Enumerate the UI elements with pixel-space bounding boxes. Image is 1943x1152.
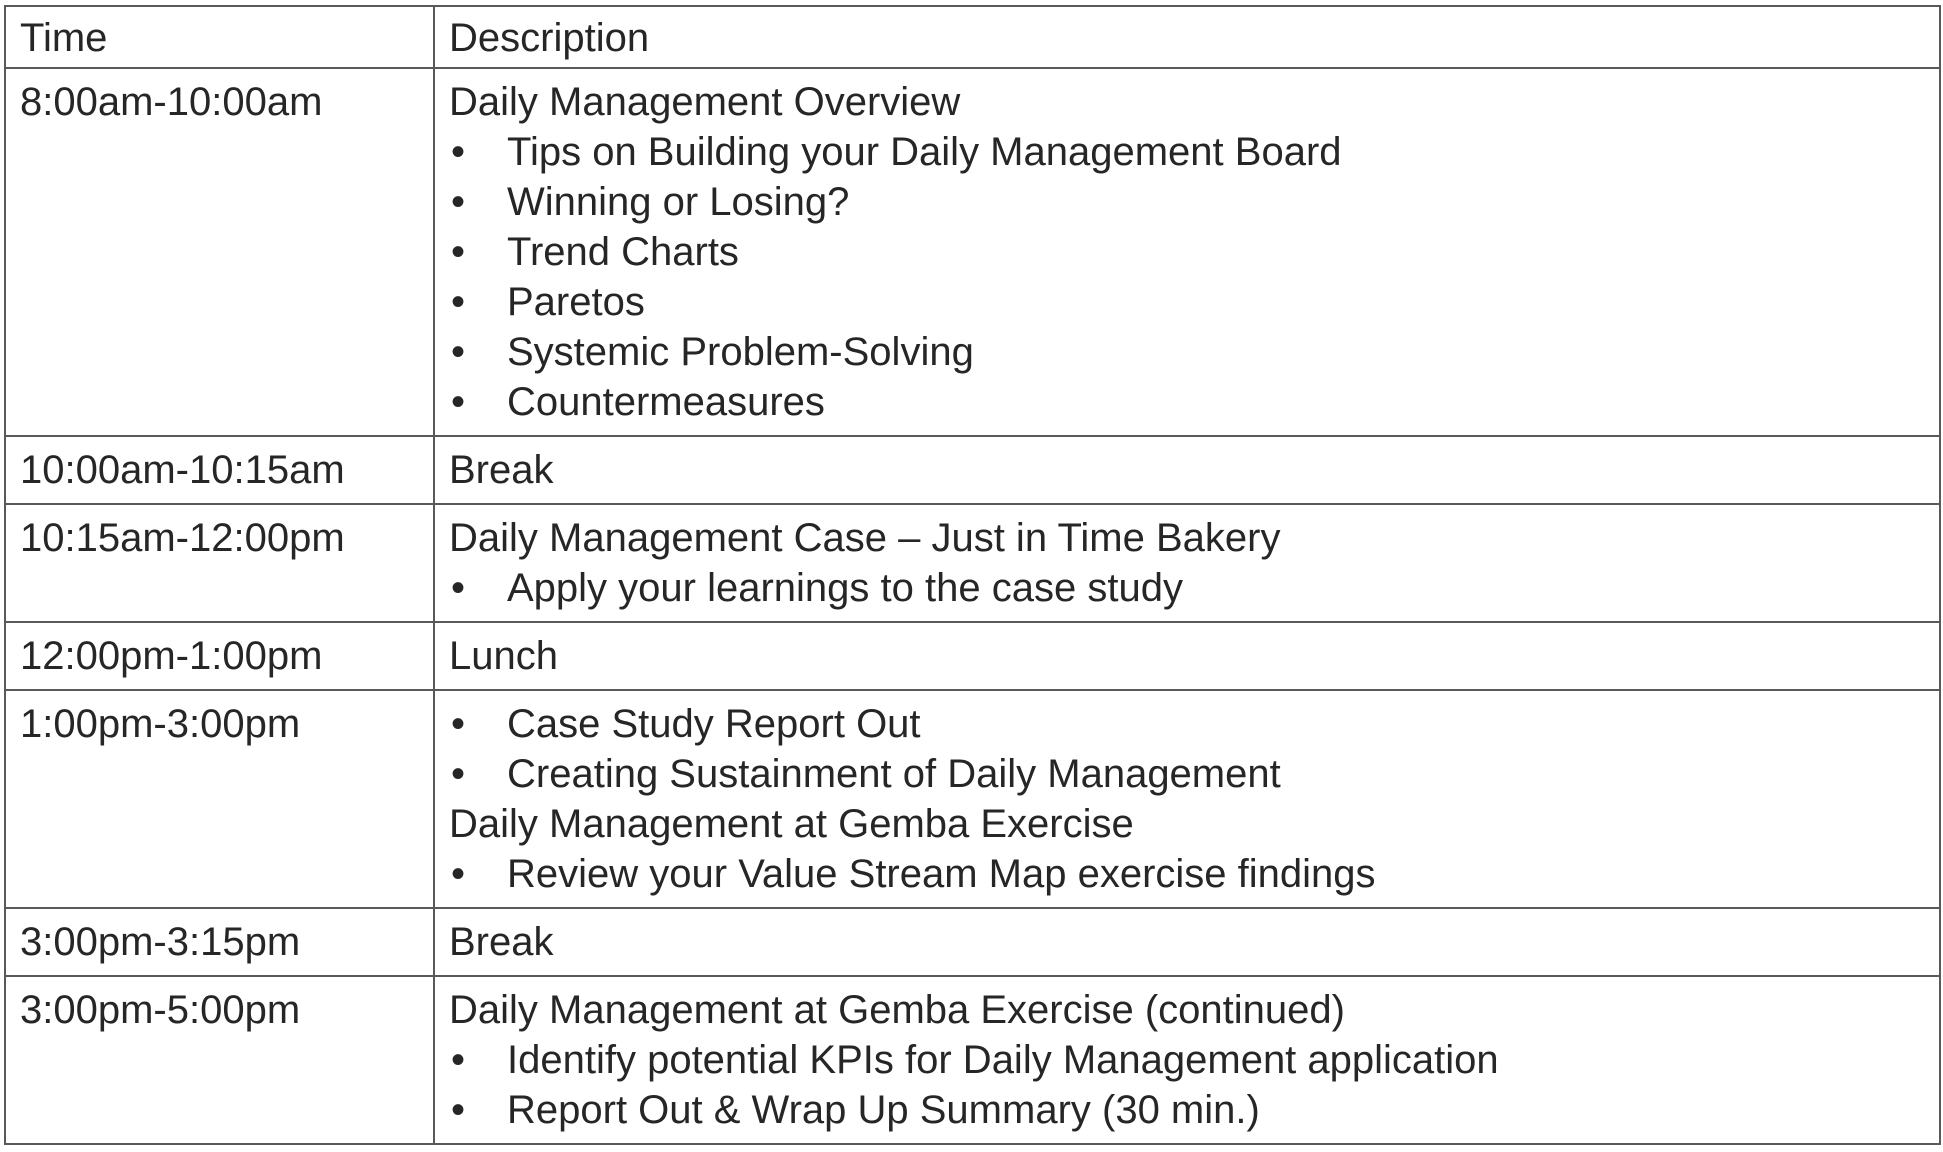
table-row — [5, 976, 1940, 1144]
session-title: Break — [449, 448, 554, 492]
bullet-item-text: Systemic Problem-Solving — [507, 330, 974, 374]
bullet-item-text: Tips on Building your Daily Management Board — [507, 130, 1342, 174]
bullet-item — [449, 177, 1939, 227]
session-title: Daily Management Overview — [449, 80, 961, 124]
description-cell — [434, 504, 1940, 622]
bullet-icon: • — [451, 566, 466, 610]
session-title: Daily Management at Gemba Exercise (continued) — [449, 988, 1345, 1032]
table-header-row — [5, 6, 1940, 68]
bullet-item-text: Trend Charts — [507, 230, 739, 274]
bullet-item — [449, 127, 1939, 177]
time-cell — [5, 976, 434, 1144]
bullet-icon: • — [451, 1038, 466, 1082]
session-title: Break — [449, 920, 554, 964]
time-slot: 8:00am-10:00am — [20, 80, 323, 124]
time-cell — [5, 436, 434, 504]
time-slot: 10:15am-12:00pm — [20, 516, 345, 560]
time-slot: 3:00pm-5:00pm — [20, 988, 301, 1032]
table-row — [5, 622, 1940, 690]
bullet-icon: • — [451, 230, 466, 274]
time-cell — [5, 504, 434, 622]
table-row — [5, 908, 1940, 976]
description-cell — [434, 976, 1940, 1144]
time-slot: 1:00pm-3:00pm — [20, 702, 301, 746]
table-row — [5, 690, 1940, 908]
bullet-item — [449, 563, 1939, 613]
description-cell — [434, 436, 1940, 504]
bullet-item — [449, 327, 1939, 377]
bullet-icon: • — [451, 280, 466, 324]
bullet-icon: • — [451, 1088, 466, 1132]
time-cell — [5, 68, 434, 436]
time-slot: 3:00pm-3:15pm — [20, 920, 301, 964]
bullet-icon: • — [451, 130, 466, 174]
session-title: Lunch — [449, 634, 558, 678]
bullet-item — [449, 699, 1939, 749]
header-description-label: Description — [449, 16, 650, 60]
bullet-item-text: Creating Sustainment of Daily Management — [507, 752, 1281, 796]
bullet-icon: • — [451, 380, 466, 424]
time-cell — [5, 908, 434, 976]
agenda-table-body — [5, 6, 1940, 1144]
session-title: Daily Management at Gemba Exercise — [449, 802, 1134, 846]
header-description-cell — [434, 6, 1940, 68]
bullet-item-text: Countermeasures — [507, 380, 825, 424]
description-cell — [434, 690, 1940, 908]
description-cell — [434, 68, 1940, 436]
table-row — [5, 504, 1940, 622]
bullet-item — [449, 849, 1939, 899]
session-title: Daily Management Case – Just in Time Bakery — [449, 516, 1281, 560]
bullet-item — [449, 277, 1939, 327]
bullet-item — [449, 1085, 1939, 1135]
time-cell — [5, 690, 434, 908]
bullet-item-text: Apply your learnings to the case study — [507, 566, 1183, 610]
agenda-table — [4, 5, 1941, 1145]
time-slot: 10:00am-10:15am — [20, 448, 345, 492]
header-time-label: Time — [20, 16, 108, 60]
bullet-icon: • — [451, 702, 466, 746]
bullet-icon: • — [451, 180, 466, 224]
bullet-item-text: Paretos — [507, 280, 645, 324]
bullet-item — [449, 1035, 1939, 1085]
bullet-item-text: Case Study Report Out — [507, 702, 921, 746]
bullet-item — [449, 377, 1939, 427]
table-row — [5, 436, 1940, 504]
bullet-item — [449, 749, 1939, 799]
bullet-icon: • — [451, 752, 466, 796]
header-time-cell — [5, 6, 434, 68]
bullet-item-text: Report Out & Wrap Up Summary (30 min.) — [507, 1088, 1260, 1132]
bullet-item-text: Winning or Losing? — [507, 180, 850, 224]
table-row — [5, 68, 1940, 436]
description-cell — [434, 908, 1940, 976]
bullet-icon: • — [451, 330, 466, 374]
bullet-item-text: Review your Value Stream Map exercise findings — [507, 852, 1376, 896]
description-cell — [434, 622, 1940, 690]
bullet-item-text: Identify potential KPIs for Daily Management application — [507, 1038, 1499, 1082]
time-slot: 12:00pm-1:00pm — [20, 634, 323, 678]
time-cell — [5, 622, 434, 690]
bullet-icon: • — [451, 852, 466, 896]
bullet-item — [449, 227, 1939, 277]
